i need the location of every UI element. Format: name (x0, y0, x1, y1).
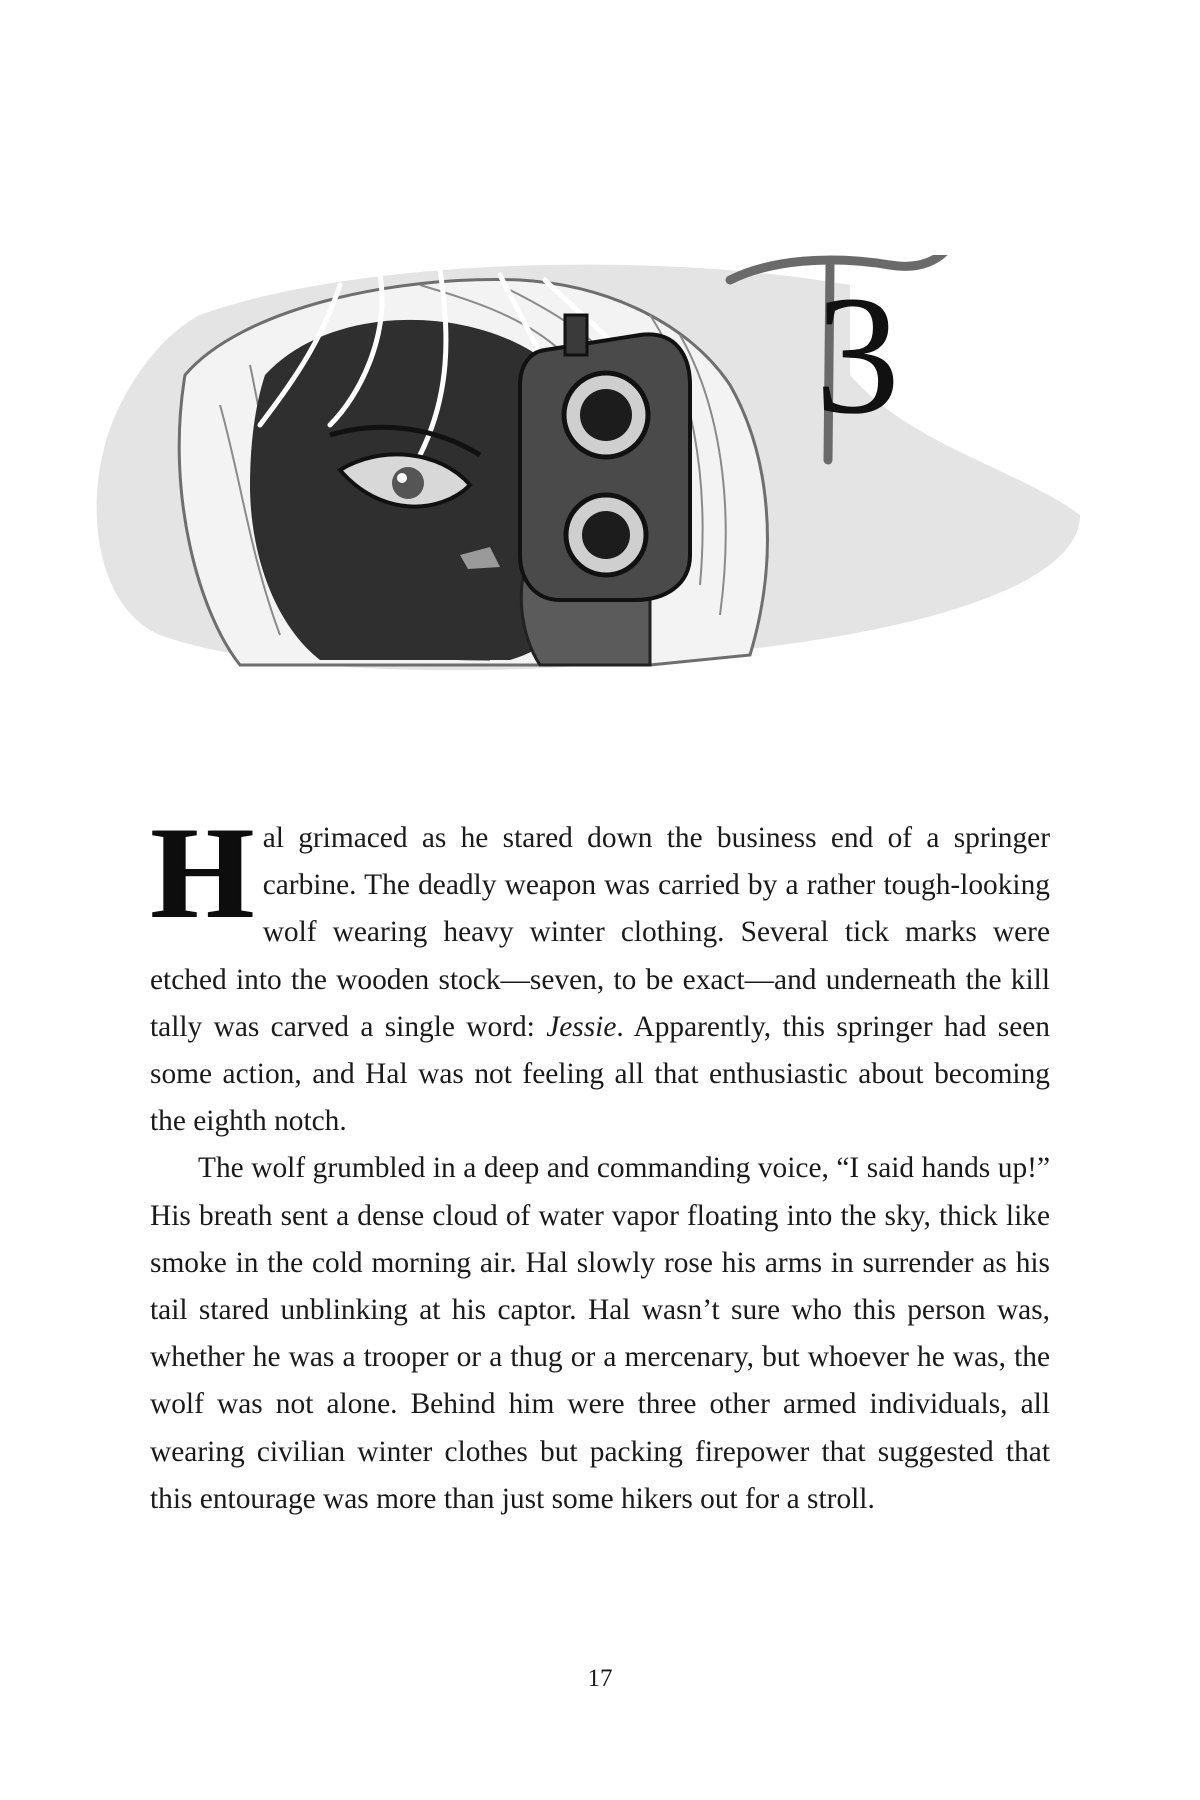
pistol (520, 315, 690, 600)
paragraph: The wolf grumbled in a deep and commanding voice, “I said hands up!” His breath sent a dense cloud of water vapor floating into the sky, thick like smoke in the cold morning air. Hal slowly rose his arms in surrender as his tail stared unblinking at his captor. Hal wasn’t sure who this person was, whether he was a trooper or a thug or a mercenary, but whoever he was, the wolf was not alone. Behind him were three other armed individuals, all wearing civilian winter clothes but packing firepower that suggested that this entourage was more than just some hikers out for a stroll. (150, 1152, 1050, 1515)
emphasis-text: Jessie (546, 1010, 617, 1043)
paragraph (150, 799, 1050, 1145)
eye-pupil (392, 467, 424, 499)
drop-cap: H (150, 799, 251, 946)
paragraph-text: . Apparently, this springer had seen some action, and Hal was not feeling all that enthusiastic about becoming the eighth notch. (150, 1010, 1050, 1138)
page-number: 17 (587, 1665, 613, 1692)
body-text (150, 799, 1050, 1523)
chapter-number: 3 (815, 261, 900, 449)
chapter-illustration (90, 255, 1080, 675)
paragraph-text: al grimaced as he stared down the business end of a springer carbine. The deadly weapon was carried by a rather tough-looking wolf wearing heavy winter clothing. Several tick marks were etched into the wooden stock—seven, to be exact—and underneath the kill tally was carved a single word: (150, 822, 1050, 1043)
